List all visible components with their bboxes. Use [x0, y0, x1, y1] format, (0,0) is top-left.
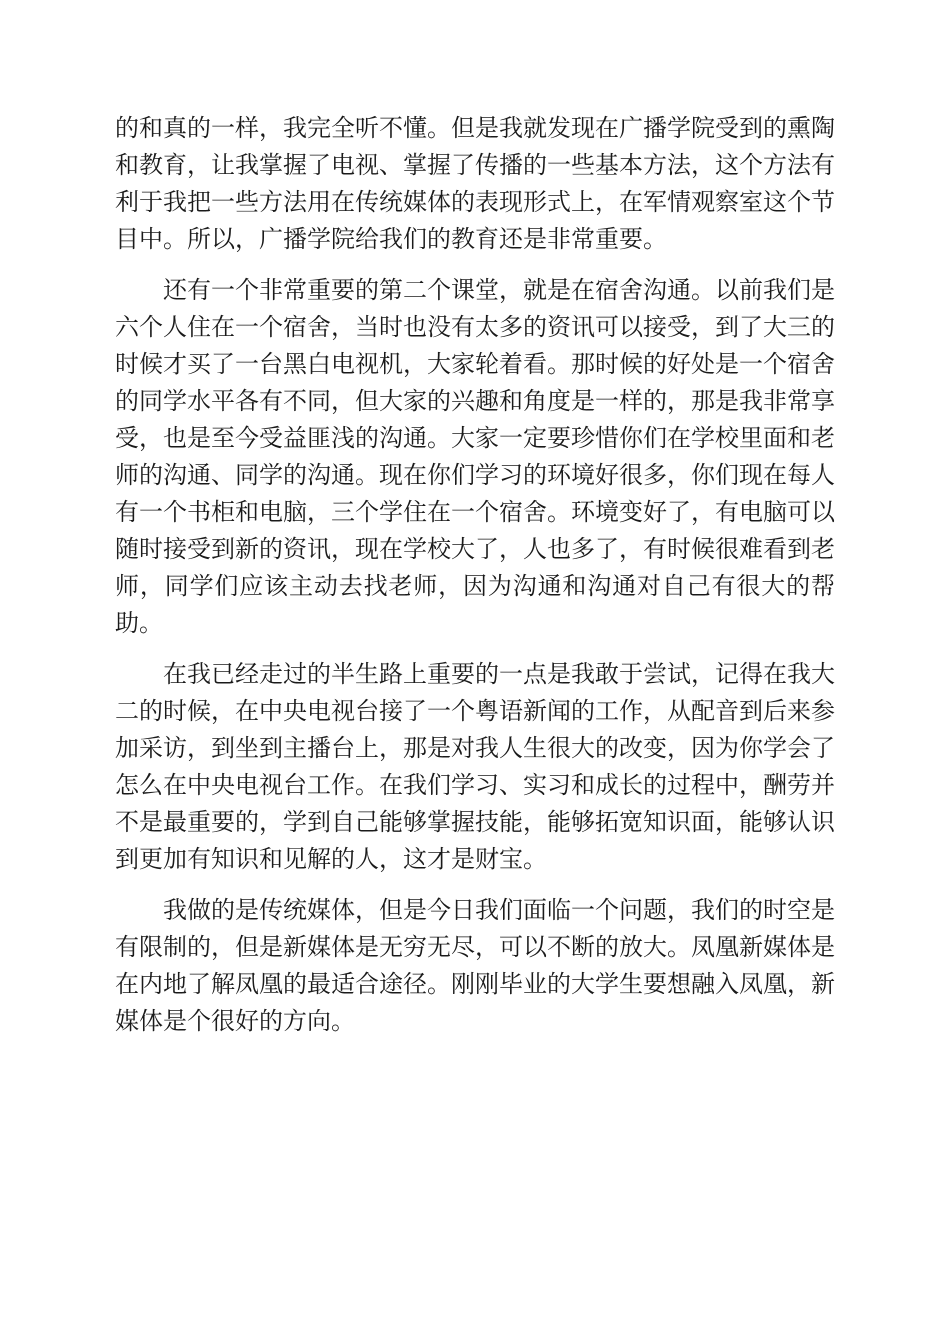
paragraph-dormitory-communication: 还有一个非常重要的第二个课堂，就是在宿舍沟通。以前我们是六个人住在一个宿舍，当时也没有太多的资讯可以接受，到了大三的时候才买了一台黑白电视机，大家轮着看。那时候的好处是一个宿舍的同学水平各有不同，但大家的兴趣和角度是一样的，那是我非常享受，也是至今受益匪浅的沟通。大家一定要珍惜你们在学校里面和老师的沟通、同学的沟通。现在你们学习的环境好很多，你们现在每人有一个书柜和电脑，三个学住在一个宿舍。环境变好了，有电脑可以随时接受到新的资讯，现在学校大了，人也多了，有时候很难看到老师，同学们应该主动去找老师，因为沟通和沟通对自己有很大的帮助。: [115, 276, 835, 637]
document-body: [115, 110, 835, 1040]
paragraph-continued: 的和真的一样，我完全听不懂。但是我就发现在广播学院受到的熏陶和教育，让我掌握了电视、掌握了传播的一些基本方法，这个方法有利于我把一些方法用在传统媒体的表现形式上，在军情观察室这个节目中。所以，广播学院给我们的教育还是非常重要。: [115, 114, 835, 253]
paragraph-new-media: 我做的是传统媒体，但是今日我们面临一个问题，我们的时空是有限制的，但是新媒体是无穷无尽，可以不断的放大。凤凰新媒体是在内地了解凤凰的最适合途径。刚刚毕业的大学生要想融入凤凰，新媒体是个很好的方向。: [115, 896, 835, 1035]
paragraph-dare-to-try: 在我已经走过的半生路上重要的一点是我敢于尝试，记得在我大二的时候，在中央电视台接了一个粤语新闻的工作，从配音到后来参加采访，到坐到主播台上，那是对我人生很大的改变，因为你学会了怎么在中央电视台工作。在我们学习、实习和成长的过程中，酬劳并不是最重要的，学到自己能够掌握技能，能够拓宽知识面，能够认识到更加有知识和见解的人，这才是财宝。: [115, 660, 835, 873]
